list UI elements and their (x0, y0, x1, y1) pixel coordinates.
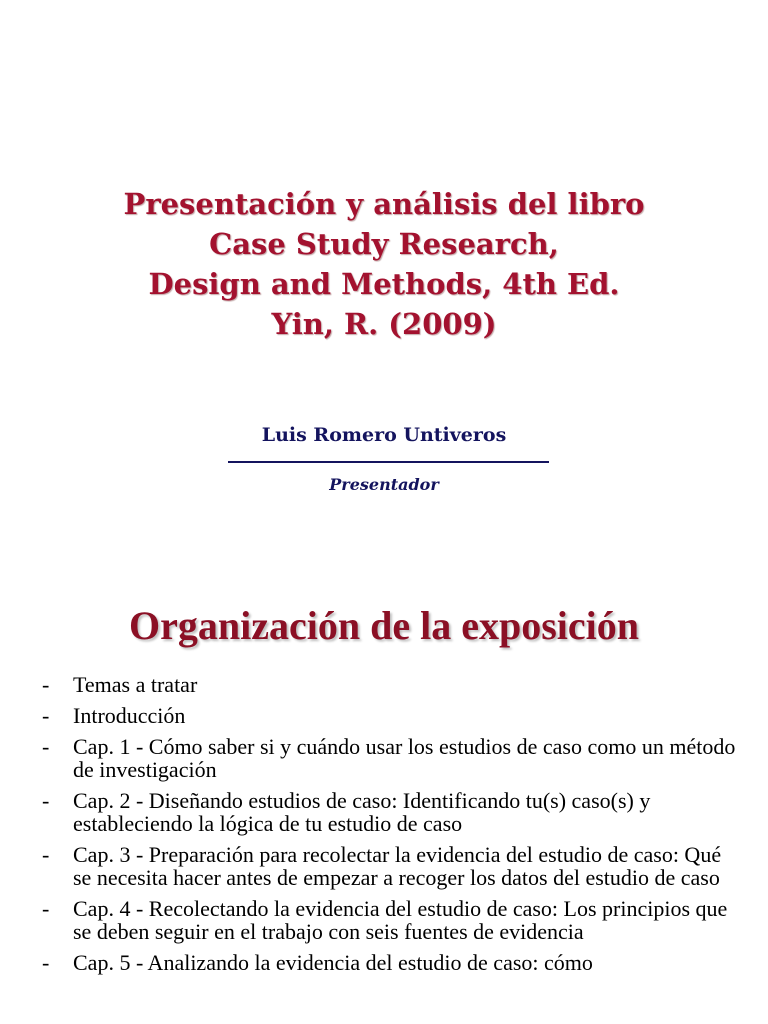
list-item-text: Cap. 1 - Cómo saber si y cuándo usar los estudios de caso como un método de investigación (73, 734, 736, 782)
list-item (40, 735, 740, 781)
bullet-dash: - (42, 950, 50, 975)
author-name: Luis Romero Untiveros (261, 424, 507, 446)
bullet-dash: - (42, 734, 50, 759)
list-item-text: Temas a tratar (73, 672, 198, 697)
title-line-3: Design and Methods, 4th Ed. (148, 267, 620, 301)
list-item (40, 704, 740, 727)
agenda-list (40, 673, 740, 982)
list-item (40, 673, 740, 696)
list-item (40, 951, 740, 974)
presentation-title (0, 184, 768, 344)
list-item (40, 843, 740, 889)
bullet-dash: - (42, 842, 50, 867)
author-divider (228, 461, 549, 463)
list-item-text: Cap. 3 - Preparación para recolectar la evidencia del estudio de caso: Qué se necesita hacer antes de empezar a recoger los datos del estudio de caso (73, 842, 722, 890)
agenda-title: Organización de la exposición (129, 603, 639, 648)
list-item (40, 789, 740, 835)
list-item-text: Cap. 4 - Recolectando la evidencia del estudio de caso: Los principios que se deben seguir en el trabajo con seis fuentes de evidencia (73, 896, 728, 944)
list-item-text: Introducción (73, 703, 186, 728)
list-item (40, 897, 740, 943)
bullet-dash: - (42, 896, 50, 921)
title-line-1: Presentación y análisis del libro (123, 187, 645, 221)
author-role: Presentador (329, 475, 439, 494)
list-item-text: Cap. 2 - Diseñando estudios de caso: Identificando tu(s) caso(s) y estableciendo la lógica de tu estudio de caso (73, 788, 651, 836)
bullet-dash: - (42, 703, 50, 728)
bullet-dash: - (42, 672, 50, 697)
bullet-dash: - (42, 788, 50, 813)
title-line-2: Case Study Research, (209, 227, 559, 261)
title-line-4: Yin, R. (2009) (271, 307, 497, 341)
list-item-text: Cap. 5 - Analizando la evidencia del estudio de caso: cómo (73, 950, 593, 975)
